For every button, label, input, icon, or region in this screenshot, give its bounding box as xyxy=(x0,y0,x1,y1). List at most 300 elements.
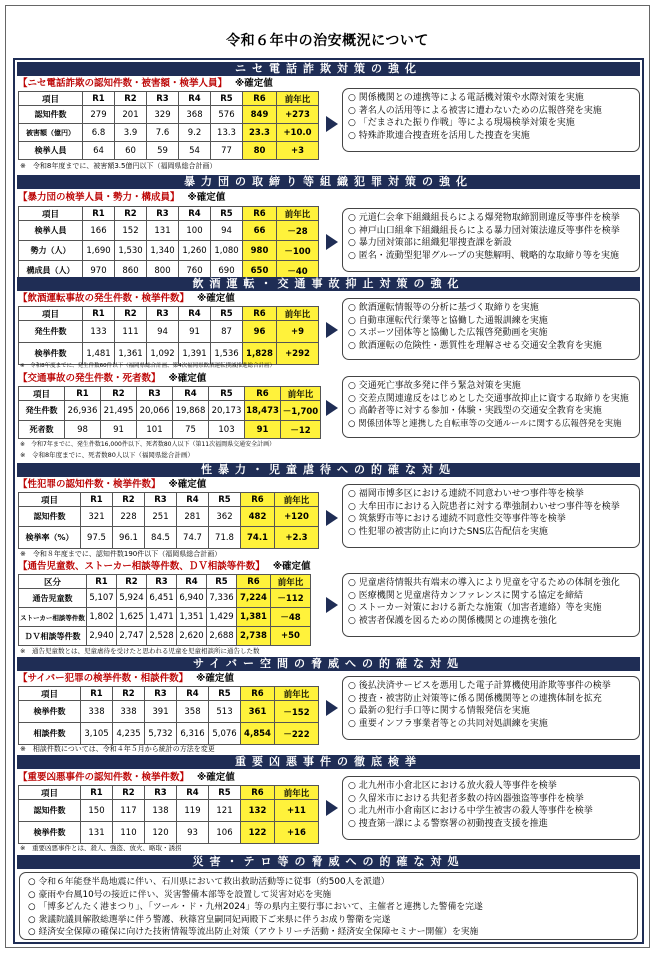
column-header: R6 xyxy=(241,786,275,800)
section-band: サイバー空間の脅威への的確な対処 xyxy=(17,657,640,671)
column-header: R2 xyxy=(117,575,147,589)
table-cell: 1,828 xyxy=(243,343,277,365)
table-cell: 6,940 xyxy=(177,589,207,608)
table-cell: 860 xyxy=(115,261,147,281)
section-heading xyxy=(18,672,234,685)
page-title: 令和６年中の治安概況について xyxy=(226,33,429,49)
table-cell: 690 xyxy=(211,261,243,281)
footnote: ※ 令和８年度までに、認知件数190件以下（福岡県総合計画） xyxy=(20,550,222,558)
column-header: R1 xyxy=(81,687,113,701)
column-header: R1 xyxy=(87,575,117,589)
table-cell: 970 xyxy=(83,261,115,281)
table-cell: 131 xyxy=(81,822,113,844)
table-cell: 被害額（億円） xyxy=(19,124,83,142)
table-cell: 6.8 xyxy=(83,124,115,142)
table-cell: 1,802 xyxy=(87,608,117,627)
table-cell: 60 xyxy=(115,142,147,160)
table-cell: +16 xyxy=(275,822,319,844)
table-row xyxy=(19,124,319,142)
table-cell: 513 xyxy=(209,701,241,723)
table-row xyxy=(19,421,321,439)
table-cell: －152 xyxy=(275,701,319,723)
section-band: 重要凶悪事件の徹底検挙 xyxy=(17,755,640,769)
table-cell: 54 xyxy=(179,142,211,160)
list-item: ○ 「博多どんたく港まつり」、「ツール・ド・九州2024」等の県内主要行事において、主催者と連携した警備を完遂 xyxy=(28,902,483,912)
table-cell: +9 xyxy=(277,321,319,343)
list-item: ○ 関係団体等と連携した自転車等の交通ルールに関する広報啓発を実施 xyxy=(348,418,622,429)
table-row xyxy=(19,627,311,646)
table-cell: 251 xyxy=(145,507,177,527)
measures-box xyxy=(342,573,640,637)
table-cell: 122 xyxy=(241,822,275,844)
table-cell: －48 xyxy=(271,608,311,627)
text-span: ※確定値 xyxy=(235,78,273,89)
column-header: R4 xyxy=(179,207,211,221)
table-cell: －100 xyxy=(277,241,319,261)
table-cell: 94 xyxy=(211,221,243,241)
table-cell: －28 xyxy=(277,221,319,241)
table-cell: 発生件数 xyxy=(19,321,83,343)
table-cell: 4,854 xyxy=(241,723,275,745)
section-heading xyxy=(18,771,235,784)
list-item: ○ 児童虐待情報共有端末の導入により児童を守るための体制を強化 xyxy=(348,578,620,588)
table-cell: －112 xyxy=(271,589,311,608)
column-header: R6 xyxy=(243,92,277,106)
list-item: ○ 「だまされた振り作戦」等による現場検挙対策を実施 xyxy=(348,118,575,128)
table-row xyxy=(19,221,319,241)
table-cell: 5,924 xyxy=(117,589,147,608)
table-cell: 482 xyxy=(241,507,275,527)
column-header: 項目 xyxy=(19,92,83,106)
list-item: ○ 高齢者等に対する参加・体験・実践型の交通安全教育を実施 xyxy=(348,406,602,416)
list-item: ○ 飲酒運転情報等の分析に基づく取締りを実施 xyxy=(348,303,539,313)
table-cell: 6,451 xyxy=(147,589,177,608)
table-cell: 構成員（人） xyxy=(19,261,83,281)
table-cell: 98 xyxy=(65,421,101,439)
table-cell: 281 xyxy=(177,507,209,527)
table-cell: 362 xyxy=(209,507,241,527)
text-span: 【性犯罪の認知件数・検挙件数】 xyxy=(18,479,161,490)
stats-table xyxy=(18,686,319,745)
table-cell: 120 xyxy=(145,822,177,844)
footnote: ※ 令和7年までに、発生件数16,000件以下、死者数80人以下（第11次福岡県交通安全計画） xyxy=(20,441,276,448)
text-span: ※確定値 xyxy=(197,772,235,783)
table-cell: 84.5 xyxy=(145,527,177,549)
table-cell: 96 xyxy=(243,321,277,343)
column-header: R4 xyxy=(179,92,211,106)
table-cell: 391 xyxy=(145,701,177,723)
list-item: ○ 捜査第一課による警察署の初動捜査支援を推進 xyxy=(348,818,548,829)
table-cell: +2.3 xyxy=(275,527,319,549)
column-header: R3 xyxy=(145,687,177,701)
measures-box xyxy=(342,484,640,548)
section-heading xyxy=(18,478,206,491)
footnote: ※ 令和8年度までに、死者数80人以下（福岡県総合計画） xyxy=(20,451,194,459)
table-cell: ストーカー相談等件数 xyxy=(19,608,87,627)
table-cell: 2,747 xyxy=(117,627,147,646)
table-cell: 1,361 xyxy=(115,343,147,365)
column-header: R1 xyxy=(81,786,113,800)
table-cell: 1,530 xyxy=(115,241,147,261)
measures-box xyxy=(342,376,640,438)
list-item: ○ 著名人の活用等による被害に遭わないための広報啓発を実施 xyxy=(348,105,602,116)
column-header: R6 xyxy=(237,575,271,589)
table-cell: 1,481 xyxy=(83,343,115,365)
text-span: ※確定値 xyxy=(187,192,226,203)
table-cell: 74.1 xyxy=(241,527,275,549)
column-header: R5 xyxy=(209,387,245,401)
measures-box xyxy=(342,88,640,152)
table-cell: 20,066 xyxy=(137,401,173,421)
column-header: 項目 xyxy=(19,493,81,507)
list-item: ○ 北九州市小倉南区における中学生被害の殺人等事件を検挙 xyxy=(348,806,593,816)
column-header: R3 xyxy=(147,307,179,321)
table-cell: 77 xyxy=(211,142,243,160)
table-cell: 131 xyxy=(147,221,179,241)
stats-table xyxy=(18,785,319,844)
list-item: ○ 福岡市博多区における連続不同意わいせつ事件等を検挙 xyxy=(348,489,584,499)
table-cell: ＤＶ相談等件数 xyxy=(19,627,87,646)
column-header: R5 xyxy=(211,92,243,106)
list-item: ○ 交通死亡事故多発に伴う緊急対策を実施 xyxy=(348,381,521,391)
stats-table xyxy=(18,386,321,439)
table-row xyxy=(19,241,319,261)
table-cell: 91 xyxy=(245,421,281,439)
list-item: ○ 北九州市小倉北区における放火殺人等事件を検挙 xyxy=(348,781,557,791)
column-header: R5 xyxy=(209,493,241,507)
list-item: ○ 最新の犯行手口等に関する情報発信を実施 xyxy=(348,706,530,716)
list-item: ○ 医療機関と児童虐待カンファレンスに関する協定を締結 xyxy=(348,590,584,601)
arrow-right-icon xyxy=(326,322,338,338)
column-header: R2 xyxy=(101,387,137,401)
table-cell: 認知件数 xyxy=(19,507,81,527)
list-item: ○ ストーカー対策における新たな施策（加害者連絡）等を実施 xyxy=(348,603,602,613)
column-header: R4 xyxy=(177,575,207,589)
column-header: 項目 xyxy=(19,207,83,221)
table-cell: 166 xyxy=(83,221,115,241)
table-cell: 100 xyxy=(179,221,211,241)
table-cell: 59 xyxy=(147,142,179,160)
table-cell: 2,738 xyxy=(237,627,271,646)
table-row xyxy=(19,527,319,549)
table-cell: 1,690 xyxy=(83,241,115,261)
table-cell: 91 xyxy=(179,321,211,343)
table-cell: 91 xyxy=(101,421,137,439)
text-span: 【重要凶悪事件の認知件数・検挙件数】 xyxy=(18,772,190,783)
column-header: 前年比 xyxy=(275,493,319,507)
text-span: 【交通事故の発生件数・死者数】 xyxy=(18,373,161,384)
measures-box xyxy=(342,208,640,272)
column-header: 項目 xyxy=(19,687,81,701)
table-cell: 106 xyxy=(209,822,241,844)
table-cell: 101 xyxy=(137,421,173,439)
column-header: R4 xyxy=(177,786,209,800)
table-cell: 検挙人員 xyxy=(19,142,83,160)
table-cell: 133 xyxy=(83,321,115,343)
table-cell: 検挙件数 xyxy=(19,343,83,365)
table-cell: 2,688 xyxy=(207,627,237,646)
table-cell: －40 xyxy=(277,261,319,281)
table-cell: 71.8 xyxy=(209,527,241,549)
table-cell: 66 xyxy=(243,221,277,241)
table-cell: 1,471 xyxy=(147,608,177,627)
list-item: ○ 交差点関連違反をはじめとした交通事故抑止に資する取締りを実施 xyxy=(348,393,629,404)
column-header: R2 xyxy=(113,493,145,507)
table-cell: 94 xyxy=(147,321,179,343)
arrow-right-icon xyxy=(326,800,338,816)
table-row xyxy=(19,401,321,421)
table-row xyxy=(19,507,319,527)
table-cell: 1,625 xyxy=(117,608,147,627)
section-heading xyxy=(18,560,311,573)
column-header: R4 xyxy=(173,387,209,401)
column-header: 前年比 xyxy=(275,687,319,701)
table-cell: 97.5 xyxy=(81,527,113,549)
table-cell: 死者数 xyxy=(19,421,65,439)
column-header: 項目 xyxy=(19,786,81,800)
page xyxy=(5,5,650,948)
text-span: 【飲酒運転事故の発生件数・検挙件数】 xyxy=(18,293,190,304)
table-cell: 19,868 xyxy=(173,401,209,421)
table-cell: 110 xyxy=(113,822,145,844)
column-header: R1 xyxy=(83,92,115,106)
column-header: R2 xyxy=(113,786,145,800)
table-cell: 9.2 xyxy=(179,124,211,142)
table-cell: 7,224 xyxy=(237,589,271,608)
list-item: ○ 令和６年能登半島地震に伴い、石川県において救出救助活動等に従事（約500人を派遣） xyxy=(28,877,390,887)
table-cell: 検挙件数 xyxy=(19,701,81,723)
arrow-right-icon xyxy=(326,510,338,526)
table-cell: 152 xyxy=(115,221,147,241)
table-row xyxy=(19,701,319,723)
table-cell: 329 xyxy=(147,106,179,124)
table-row xyxy=(19,608,311,627)
column-header: R6 xyxy=(245,387,281,401)
table-cell: 認知件数 xyxy=(19,106,83,124)
column-header: R3 xyxy=(145,493,177,507)
table-cell: 1,092 xyxy=(147,343,179,365)
measures-box xyxy=(342,676,640,740)
table-cell: +11 xyxy=(275,800,319,822)
table-cell: 103 xyxy=(209,421,245,439)
table-cell: 760 xyxy=(179,261,211,281)
table-cell: 800 xyxy=(147,261,179,281)
section-band: 飲酒運転・交通事故抑止対策の強化 xyxy=(17,277,640,291)
list-item: ○ 性犯罪の被害防止に向けたSNS広告配信を実施 xyxy=(348,526,548,537)
list-item: ○ 豪雨や台風10号の接近に伴い、災害警備本部等を設置して災害対応を実施 xyxy=(28,889,332,900)
text-span: ※確定値 xyxy=(168,479,207,490)
text-span: ※確定値 xyxy=(272,561,311,572)
table-cell: 3,105 xyxy=(81,723,113,745)
table-cell: 111 xyxy=(115,321,147,343)
table-cell: 2,528 xyxy=(147,627,177,646)
table-cell: 576 xyxy=(211,106,243,124)
table-cell: 87 xyxy=(211,321,243,343)
table-cell: 7.6 xyxy=(147,124,179,142)
table-cell: 338 xyxy=(113,701,145,723)
table-cell: 201 xyxy=(115,106,147,124)
text-span: 【ニセ電話詐欺の認知件数・被害額・検挙人員】 xyxy=(18,78,228,89)
column-header: R1 xyxy=(83,207,115,221)
column-header: R2 xyxy=(115,307,147,321)
table-cell: 通告児童数 xyxy=(19,589,87,608)
list-item: ○ 経済安全保障の確保に向けた技術情報等流出防止対策（アウトリーチ活動・経済安全保障セミナー開催）を実施 xyxy=(28,927,479,937)
column-header: R2 xyxy=(115,207,147,221)
table-cell: －12 xyxy=(281,421,321,439)
table-cell: 96.1 xyxy=(113,527,145,549)
table-cell: 74.7 xyxy=(177,527,209,549)
table-row xyxy=(19,106,319,124)
stats-table xyxy=(18,574,311,646)
table-cell: 361 xyxy=(241,701,275,723)
list-item: ○ 暴力団対策部に組織犯罪捜査課を新設 xyxy=(348,238,512,248)
list-item: ○ 大牟田市における入院患者に対する準強制わいせつ事件等を検挙 xyxy=(348,501,620,512)
table-cell: +292 xyxy=(277,343,319,365)
column-header: R5 xyxy=(211,307,243,321)
stats-table xyxy=(18,91,319,160)
table-cell: 5,076 xyxy=(209,723,241,745)
table-cell: 117 xyxy=(113,800,145,822)
section-heading xyxy=(18,372,206,385)
table-cell: 相談件数 xyxy=(19,723,81,745)
arrow-right-icon xyxy=(326,700,338,716)
table-cell: 1,381 xyxy=(237,608,271,627)
arrow-right-icon xyxy=(326,597,338,613)
column-header: R1 xyxy=(81,493,113,507)
table-cell: 6,316 xyxy=(177,723,209,745)
table-cell: 1,429 xyxy=(207,608,237,627)
list-item: ○ 筑紫野市等における連続不同意性交等事件等を検挙 xyxy=(348,514,566,524)
column-header: R2 xyxy=(113,687,145,701)
arrow-right-icon xyxy=(326,116,338,132)
column-header: R4 xyxy=(177,687,209,701)
footnote: ※ 令和8年度までに、発生件数60件以下（福岡県総合計画、第4次福岡県飲酒運転撲滅推進総合計画） xyxy=(20,363,276,369)
table-cell: 119 xyxy=(177,800,209,822)
footnote: ※ 重要凶悪事件とは、殺人、強盗、放火、略取・誘拐 xyxy=(20,844,182,852)
table-cell: 勢力（人） xyxy=(19,241,83,261)
stats-table xyxy=(18,306,319,365)
column-header: 項目 xyxy=(19,307,83,321)
table-cell: +120 xyxy=(275,507,319,527)
column-header: 前年比 xyxy=(271,575,311,589)
table-cell: 93 xyxy=(177,822,209,844)
text-span: ※確定値 xyxy=(197,293,235,304)
table-cell: 64 xyxy=(83,142,115,160)
column-header: R3 xyxy=(147,575,177,589)
table-cell: －222 xyxy=(275,723,319,745)
table-cell: 23.3 xyxy=(243,124,277,142)
arrow-right-icon xyxy=(326,400,338,416)
list-item: ○ 後払決済サービスを悪用した電子計算機使用詐欺等事件の検挙 xyxy=(348,681,611,691)
table-cell: 368 xyxy=(179,106,211,124)
table-cell: 138 xyxy=(145,800,177,822)
table-cell: 650 xyxy=(243,261,277,281)
table-cell: 1,536 xyxy=(211,343,243,365)
table-cell: 検挙件数 xyxy=(19,822,81,844)
column-header: R5 xyxy=(209,687,241,701)
column-header: 前年比 xyxy=(277,207,319,221)
text-span: ※確定値 xyxy=(168,373,207,384)
list-item: ○ 被害者保護を図るための関係機関との連携を強化 xyxy=(348,615,557,626)
list-item: ○ 匿名・流動型犯罪グループの実態解明、戦略的な取締り等を実施 xyxy=(348,250,620,261)
table-cell: 1,340 xyxy=(147,241,179,261)
column-header: R3 xyxy=(147,207,179,221)
section-band: 性暴力・児童虐待への的確な対処 xyxy=(17,463,640,477)
list-item: ○ 久留米市における共犯者多数の持凶器強盗等事件を検挙 xyxy=(348,793,584,804)
section-band: ニセ電話詐欺対策の強化 xyxy=(17,62,640,76)
table-cell: 3.9 xyxy=(115,124,147,142)
table-cell: 5,107 xyxy=(87,589,117,608)
column-header: R1 xyxy=(83,307,115,321)
table-cell: +50 xyxy=(271,627,311,646)
column-header: 前年比 xyxy=(281,387,321,401)
column-header: R6 xyxy=(241,687,275,701)
column-header: R6 xyxy=(243,207,277,221)
table-row xyxy=(19,800,319,822)
column-header: R3 xyxy=(147,92,179,106)
column-header: R1 xyxy=(65,387,101,401)
column-header: 前年比 xyxy=(277,92,319,106)
column-header: R2 xyxy=(115,92,147,106)
table-cell: 発生件数 xyxy=(19,401,65,421)
table-cell: +3 xyxy=(277,142,319,160)
column-header: 前年比 xyxy=(277,307,319,321)
table-cell: 849 xyxy=(243,106,277,124)
table-cell: 26,936 xyxy=(65,401,101,421)
measures-box xyxy=(19,872,638,940)
section-heading xyxy=(18,292,235,305)
table-cell: 7,336 xyxy=(207,589,237,608)
table-cell: 150 xyxy=(81,800,113,822)
measures-box xyxy=(342,298,640,360)
table-cell: 75 xyxy=(173,421,209,439)
table-cell: 1,260 xyxy=(179,241,211,261)
table-cell: 228 xyxy=(113,507,145,527)
stats-table xyxy=(18,492,319,549)
column-header: 項目 xyxy=(19,387,65,401)
list-item: ○ 飲酒運転の危険性・悪質性を理解させる交通安全教育を実施 xyxy=(348,340,602,351)
footnote: ※ 令和8年度までに、被害額3.5億円以下（福岡県総合計画） xyxy=(20,162,217,170)
list-item: ○ 関係機関との連携等による電話機対策や水際対策を実施 xyxy=(348,93,584,103)
table-cell: 2,620 xyxy=(177,627,207,646)
table-cell: 認知件数 xyxy=(19,800,81,822)
footnote: ※ 通告児童数とは、児童虐待を受けたと思われる児童を児童相談所に通告した数 xyxy=(20,647,260,655)
table-cell: 4,235 xyxy=(113,723,145,745)
column-header: 前年比 xyxy=(275,786,319,800)
list-item: ○ スポーツ団体等と協働した広報啓発動画を実施 xyxy=(348,328,548,338)
section-band: 災害・テロ等の脅威への的確な対処 xyxy=(17,855,640,869)
table-cell: 980 xyxy=(243,241,277,261)
column-header: R6 xyxy=(241,493,275,507)
section-band: 暴力団の取締り等組織犯罪対策の強化 xyxy=(17,175,640,189)
table-cell: 5,732 xyxy=(145,723,177,745)
table-row xyxy=(19,822,319,844)
table-cell: 13.3 xyxy=(211,124,243,142)
table-cell: +273 xyxy=(277,106,319,124)
table-cell: 321 xyxy=(81,507,113,527)
table-cell: 20,173 xyxy=(209,401,245,421)
column-header: R5 xyxy=(209,786,241,800)
column-header: R4 xyxy=(179,307,211,321)
table-cell: 18,473 xyxy=(245,401,281,421)
column-header: R5 xyxy=(207,575,237,589)
table-cell: 検挙率（%） xyxy=(19,527,81,549)
column-header: R3 xyxy=(137,387,173,401)
table-cell: －1,700 xyxy=(281,401,321,421)
table-cell: 1,391 xyxy=(179,343,211,365)
column-header: R4 xyxy=(177,493,209,507)
text-span: 【サイバー犯罪の検挙件数・相談件数】 xyxy=(18,673,189,684)
